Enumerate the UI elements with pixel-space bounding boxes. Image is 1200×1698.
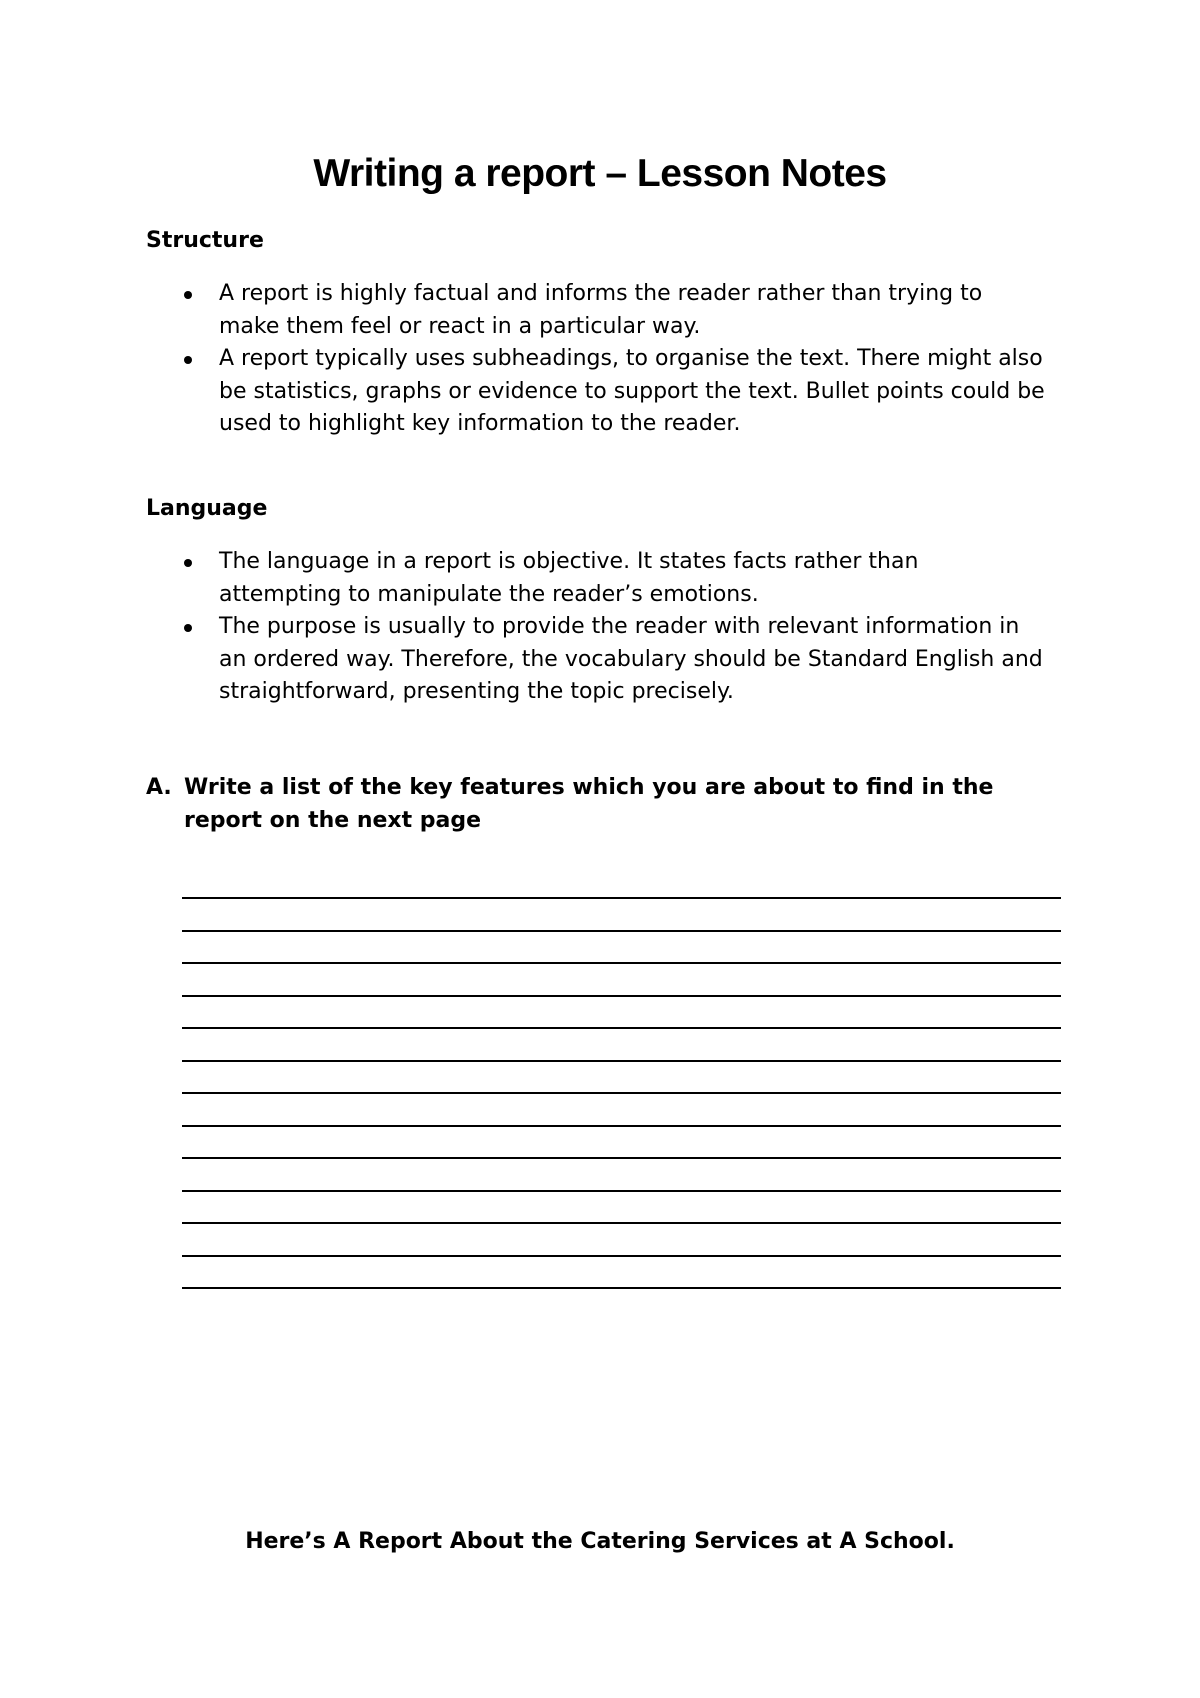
answer-line[interactable]: [182, 1125, 1061, 1158]
bullet-text: The language in a report is objective. It states facts rather than attempting to manipulate the reader’s emotions.: [219, 549, 919, 607]
task-prompt: [146, 772, 1046, 837]
bullet-dot-icon: [184, 291, 192, 299]
bullet-text: A report typically uses subheadings, to organise the text. There might also be statistics, graphs or evidence to support the text. Bullet points could be used to highlight key information to the reader.: [219, 346, 1045, 436]
answer-line[interactable]: [182, 1255, 1061, 1288]
answer-line[interactable]: [182, 1092, 1061, 1125]
answer-line[interactable]: [182, 1060, 1061, 1093]
answer-line[interactable]: [182, 1287, 1061, 1320]
document-title: Writing a report – Lesson Notes: [313, 152, 887, 195]
answer-lines: [182, 897, 1061, 1320]
footer-note: Here’s A Report About the Catering Services at A School.: [245, 1529, 955, 1554]
section-heading-structure: Structure: [146, 228, 264, 253]
answer-line[interactable]: [182, 930, 1061, 963]
bullet-item: [146, 611, 1046, 709]
bullet-item: [146, 343, 1046, 441]
answer-line[interactable]: [182, 1157, 1061, 1190]
answer-line[interactable]: [182, 1190, 1061, 1223]
bullet-dot-icon: [184, 624, 192, 632]
answer-line[interactable]: [182, 962, 1061, 995]
bullet-item: [146, 546, 1046, 611]
answer-line[interactable]: [182, 897, 1061, 930]
section-heading-language: Language: [146, 496, 268, 521]
bullet-text: The purpose is usually to provide the reader with relevant information in an ordered way. Therefore, the vocabulary should be Standard English and straightforward, presenting the topic precisely.: [219, 614, 1043, 704]
bullet-item: [146, 278, 1046, 343]
task-text: Write a list of the key features which you are about to find in the report on the next page: [184, 775, 994, 833]
answer-line[interactable]: [182, 1027, 1061, 1060]
answer-line[interactable]: [182, 995, 1061, 1028]
structure-bullet-list: [146, 278, 1046, 441]
task-letter: A.: [146, 775, 172, 800]
bullet-text: A report is highly factual and informs the reader rather than trying to make them feel or react in a particular way.: [219, 281, 983, 339]
answer-line[interactable]: [182, 1222, 1061, 1255]
bullet-dot-icon: [184, 559, 192, 567]
bullet-dot-icon: [184, 356, 192, 364]
language-bullet-list: [146, 546, 1046, 709]
